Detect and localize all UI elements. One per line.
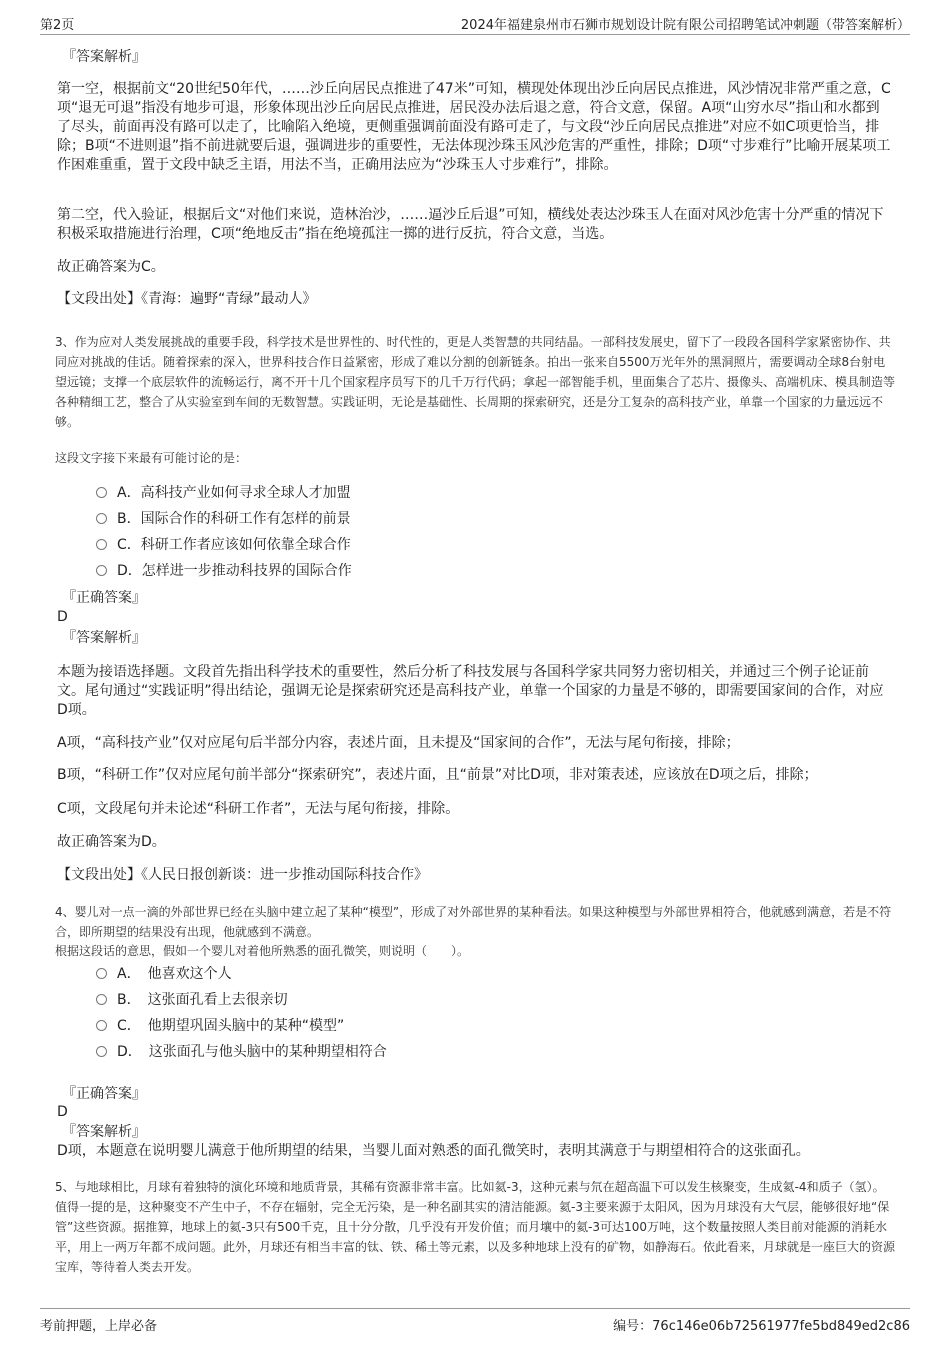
- q3-source: 【文段出处】《人民日报创新谈：进一步推动国际科技合作》: [57, 867, 428, 883]
- document-code-value: 76c146e06b72561977fe5bd849ed2c86: [652, 1319, 910, 1334]
- document-title: 2024年福建泉州市石狮市规划设计院有限公司招聘笔试冲刺题（带答案解析）: [460, 18, 910, 33]
- radio-icon: [96, 1020, 107, 1031]
- q3-question: 这段文字接下来最有可能讨论的是：: [55, 451, 248, 465]
- document-code: 编号：76c146e06b72561977fe5bd849ed2c86: [613, 1319, 910, 1334]
- q3-analysis-c: C项，文段尾句并未论述“科研工作者”，无法与尾句衔接，排除。: [57, 801, 460, 817]
- q3-analysis-a: A项，“高科技产业”仅对应尾句后半部分内容，表述片面，且未提及“国家间的合作”，无法与尾句衔接，排除；: [57, 735, 740, 751]
- q3-analysis-label: 『答案解析』: [62, 630, 146, 646]
- q4-stem: 4、婴儿对一点一滴的外部世界已经在头脑中建立起了某种“模型”，形成了对外部世界的某种看法。如果这种模型与外部世界相符合，他就感到满意，若是不符合，即所期望的结果没有出现，他就感到不满意。: [55, 905, 892, 939]
- q3-answer-label: 『正确答案』: [62, 590, 146, 606]
- radio-icon: [96, 565, 107, 576]
- radio-icon: [96, 994, 107, 1005]
- q5-stem: 5、与地球相比，月球有着独特的演化环境和地质背景，其稀有资源非常丰富。比如氦-3，这种元素与氘在超高温下可以发生核聚变，生成氦-4和质子（氢）。值得一提的是，这种聚变不产生中子，不存在辐射，完全无污染，是一种名副其实的清洁能源。氦-3主要来源于太阳风，因为月球没有大气层，能够很好地“保管”这些资源。据推算，地球上的氦-3只有500千克，且十分分散，几乎没有开发价值；而月壤中的氦-3可达100万吨，这个数量按照人类目前对能源的消耗水平，用上一两万年都不成问题。此外，月球还有相当丰富的钛、铁、稀土等元素，以及多种地球上没有的矿物，如静海石。依此看来，月球就是一座巨大的资源宝库，等待着人类去开发。: [55, 1180, 896, 1274]
- radio-icon: [96, 1046, 107, 1057]
- q4-answer: D: [57, 1104, 68, 1120]
- q2-conclusion: 故正确答案为C。: [57, 259, 165, 275]
- q4-answer-label: 『正确答案』: [62, 1086, 146, 1102]
- q4-analysis: D项，本题意在说明婴儿满意于他所期望的结果，当婴儿面对熟悉的面孔微笑时，表明其满意于与期望相符合的这张面孔。: [57, 1143, 810, 1159]
- q3-analysis-p1: 本题为接语选择题。文段首先指出科学技术的重要性，然后分析了科技发展与各国科学家共同努力密切相关，并通过三个例子论证前文。尾句通过“实践证明”得出结论，强调无论是探索研究还是高科技产业，单靠一个国家的力量是不够的，即需要国家间的合作，对应D项。: [57, 664, 884, 718]
- radio-icon: [96, 487, 107, 498]
- q2-analysis-label: 『答案解析』: [62, 49, 146, 65]
- q4-question: 根据这段话的意思，假如一个婴儿对着他所熟悉的面孔微笑，则说明（ ）。: [55, 944, 470, 958]
- q2-analysis-p1: 第一空，根据前文“20世纪50年代，……沙丘向居民点推进了47米”可知，横现处体现出沙丘向居民点推进，风沙情况非常严重之意，C项“退无可退”指没有地步可退，形象体现出沙丘向居民点推进，居民没办法后退之意，符合文意，保留。A项“山穷水尽”指山和水都到了尽头，前面再没有路可以走了，比喻陷入绝境，更侧重强调前面没有路可走了，与文段“沙丘向居民点推进”对应不如C项更恰当，排除；B项“不进则退”指不前进就要后退，强调进步的重要性，无法体现沙珠玉风沙危害的严重性，排除；D项“寸步难行”比喻开展某项工作困难重重，置于文段中缺乏主语，用法不当，正确用法应为“沙珠玉人寸步难行”，排除。: [57, 81, 891, 173]
- q3-option-d[interactable]: D．怎样进一步推动科技界的国际合作: [96, 561, 352, 581]
- q3-option-b[interactable]: B．国际合作的科研工作有怎样的前景: [96, 509, 351, 529]
- q3-answer: D: [57, 609, 68, 625]
- q3-conclusion: 故正确答案为D。: [57, 834, 166, 850]
- page-header: [40, 10, 910, 35]
- q3-option-c[interactable]: C．科研工作者应该如何依靠全球合作: [96, 535, 351, 555]
- q4-analysis-label: 『答案解析』: [62, 1124, 146, 1140]
- q2-source: 【文段出处】《青海：遍野“青绿”最动人》: [57, 291, 317, 307]
- footer-slogan: 考前押题，上岸必备: [40, 1319, 158, 1334]
- q3-analysis-b: B项，“科研工作”仅对应尾句前半部分“探索研究”，表述片面，且“前景”对比D项，非对策表述，应该放在D项之后，排除；: [57, 767, 818, 783]
- q2-analysis-p2: 第二空，代入验证，根据后文“对他们来说，造林治沙，……逼沙丘后退”可知，横线处表达沙珠玉人在面对风沙危害十分严重的情况下积极采取措施进行治理，C项“绝地反击”指在绝境孤注一掷的进行反抗，符合文意，当选。: [57, 207, 884, 242]
- q3-option-a[interactable]: A．高科技产业如何寻求全球人才加盟: [96, 483, 351, 503]
- q4-option-c[interactable]: C． 他期望巩固头脑中的某种“模型”: [96, 1016, 344, 1036]
- q3-stem: 3、作为应对人类发展挑战的重要手段，科学技术是世界性的、时代性的，更是人类智慧的共同结晶。一部科技发展史，留下了一段段各国科学家紧密协作、共同应对挑战的佳话。随着探索的深入，世界科技合作日益紧密，形成了难以分割的创新链条。拍出一张来自5500万光年外的黑洞照片，需要调动全球8台射电望远镜；支撑一个底层软件的流畅运行，离不开十几个国家程序员写下的几千万行代码；拿起一部智能手机，里面集合了芯片、摄像头、高端机床、模具制造等各种精细工艺，整合了从实验室到车间的无数智慧。实践证明，无论是基础性、长周期的探索研究，还是分工复杂的高科技产业，单靠一个国家的力量远远不够。: [55, 335, 896, 429]
- radio-icon: [96, 539, 107, 550]
- radio-icon: [96, 968, 107, 979]
- q4-option-a[interactable]: A． 他喜欢这个人: [96, 964, 232, 984]
- q4-option-d[interactable]: D． 这张面孔与他头脑中的某种期望相符合: [96, 1042, 387, 1062]
- q4-option-b[interactable]: B． 这张面孔看上去很亲切: [96, 990, 288, 1010]
- page-number: 第2页: [40, 18, 75, 33]
- page-footer: [40, 1308, 910, 1335]
- radio-icon: [96, 513, 107, 524]
